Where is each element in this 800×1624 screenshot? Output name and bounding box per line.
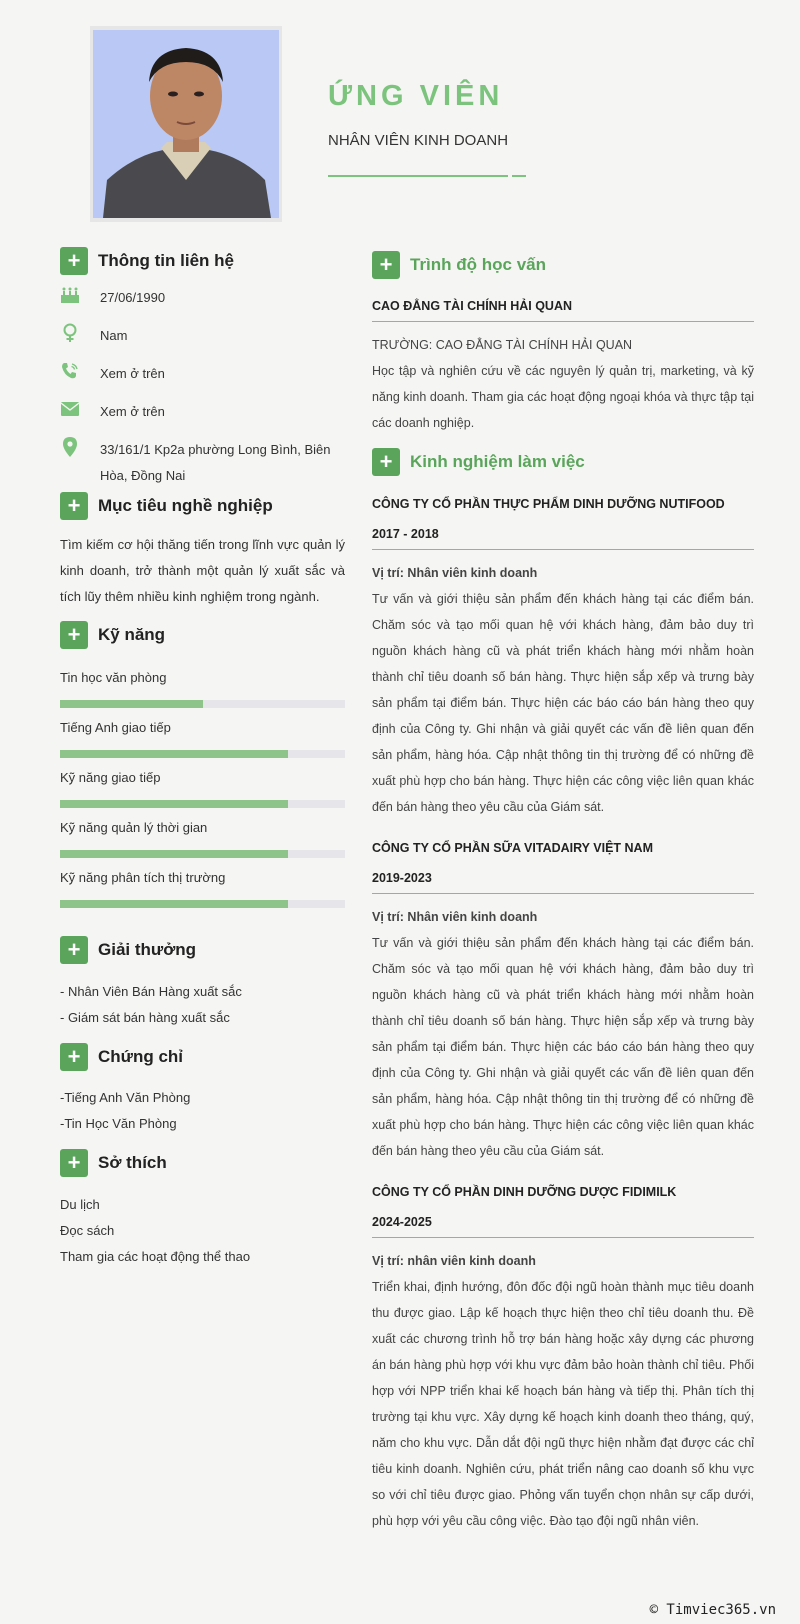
skill-label: Kỹ năng phân tích thị trường: [60, 870, 226, 885]
plus-icon: +: [60, 936, 88, 964]
job-company: CÔNG TY CỔ PHẦN DINH DƯỠNG DƯỢC FIDIMILK: [372, 1185, 677, 1199]
skill-bar-fill: [60, 750, 288, 758]
contact-phone: [60, 361, 165, 387]
candidate-name: ỨNG VIÊN: [328, 80, 504, 112]
education-section-header: [372, 251, 546, 279]
candidate-job-title: NHÂN VIÊN KINH DOANH: [328, 132, 509, 149]
birthday-cake-icon: [60, 285, 80, 305]
section-title: Sở thích: [98, 1153, 167, 1172]
skill-label: Kỹ năng quản lý thời gian: [60, 820, 208, 835]
hobby-item: Đọc sách: [60, 1223, 115, 1238]
skill-bar: [60, 800, 345, 808]
gender-value: Nam: [100, 328, 128, 343]
skill-label: Tin học văn phòng: [60, 670, 167, 685]
plus-icon: +: [60, 1149, 88, 1177]
avatar: [93, 30, 279, 218]
skill-label: Kỹ năng giao tiếp: [60, 770, 161, 785]
email-value: Xem ở trên: [100, 404, 165, 419]
education-text: Học tập và nghiên cứu về các nguyên lý quản trị, marketing, và kỹ năng kinh doanh. Tham gia các hoạt động ngoại khóa và thực tập tại các doanh nghiệp.: [372, 364, 754, 430]
skill-bar-fill: [60, 800, 288, 808]
contact-address: [60, 437, 340, 489]
job-divider: [372, 893, 754, 894]
contact-email: [60, 399, 165, 425]
plus-icon: +: [372, 251, 400, 279]
contact-section-header: [60, 247, 234, 275]
location-pin-icon: [60, 437, 80, 457]
job-description: Tư vấn và giới thiệu sản phẩm đến khách hàng tại các điểm bán. Chăm sóc và tạo mối quan hệ với khách hàng, đảm bảo duy trì nguồn khách hàng cũ và phát triển khách hàng mới nhằm hoàn thành chỉ tiêu doanh số bán hàng. Thực hiện sắp xếp và trưng bày sản phẩm tại điểm bán. Thực hiện các báo cáo bán hàng theo quy định của Công ty. Ghi nhận và giải quyết các vấn đề liên quan đến sản phẩm, hàng hóa. Cập nhật thông tin thị trường để có những đề xuất phù hợp cho bán hàng. Thực hiện các công việc liên quan khác đến bán hàng theo yêu cầu của Giám sát.: [372, 936, 754, 1158]
section-title: Mục tiêu nghề nghiệp: [98, 496, 273, 515]
skill-bar: [60, 750, 345, 758]
education-divider: [372, 321, 754, 322]
job-position: Vị trí: nhân viên kinh doanh: [372, 1254, 536, 1268]
footer-watermark: © Timviec365.vn: [649, 1602, 776, 1618]
job-divider: [372, 549, 754, 550]
plus-icon: +: [372, 448, 400, 476]
job-period: 2019-2023: [372, 871, 432, 885]
hobby-item: Tham gia các hoạt động thể thao: [60, 1249, 251, 1264]
avatar-illustration: [93, 30, 279, 218]
skill-bar-fill: [60, 700, 203, 708]
skill-bar: [60, 700, 345, 708]
certificate-item: -Tiếng Anh Văn Phòng: [60, 1090, 191, 1105]
phone-value: Xem ở trên: [100, 366, 165, 381]
skill-bar-fill: [60, 850, 288, 858]
plus-icon: +: [60, 621, 88, 649]
header-divider-accent: [512, 175, 526, 177]
address-value: 33/161/1 Kp2a phường Long Bình, Biên Hòa, Đồng Nai: [100, 442, 331, 483]
hobbies-section-header: [60, 1149, 167, 1177]
certificates-section-header: [60, 1043, 183, 1071]
section-title: Trình độ học vấn: [410, 255, 547, 274]
plus-icon: +: [60, 492, 88, 520]
birthday-value: 27/06/1990: [100, 290, 166, 305]
job-position: Vị trí: Nhân viên kinh doanh: [372, 566, 538, 580]
section-title: Kinh nghiệm làm việc: [410, 452, 585, 471]
education-school-heading: CAO ĐẲNG TÀI CHÍNH HẢI QUAN: [372, 299, 572, 313]
female-symbol-icon: [60, 323, 80, 343]
plus-icon: +: [60, 247, 88, 275]
envelope-icon: [60, 399, 80, 419]
awards-section-header: [60, 936, 196, 964]
skills-section-header: [60, 621, 165, 649]
job-company: CÔNG TY CỔ PHẦN THỰC PHẨM DINH DƯỠNG NUTIFOOD: [372, 497, 725, 511]
contact-gender: [60, 323, 127, 349]
job-position: Vị trí: Nhân viên kinh doanh: [372, 910, 538, 924]
job-company: CÔNG TY CỔ PHẦN SỮA VITADAIRY VIỆT NAM: [372, 841, 653, 855]
experience-section-header: [372, 448, 585, 476]
job-description: Tư vấn và giới thiệu sản phẩm đến khách hàng tại các điểm bán. Chăm sóc và tạo mối quan hệ với khách hàng, đảm bảo duy trì nguồn khách hàng cũ và phát triển khách hàng mới nhằm hoàn thành chỉ tiêu doanh số bán hàng. Thực hiện sắp xếp và trưng bày sản phẩm tại điểm bán. Thực hiện các báo cáo bán hàng theo quy định của Công ty. Ghi nhận và giải quyết các vấn đề liên quan đến sản phẩm, hàng hóa. Cập nhật thông tin thị trường để có những đề xuất phù hợp cho bán hàng. Thực hiện các công việc liên quan khác đến bán hàng theo yêu cầu của Giám sát.: [372, 592, 754, 814]
skill-label: Tiếng Anh giao tiếp: [60, 720, 171, 735]
skill-bar: [60, 850, 345, 858]
section-title: Chứng chỉ: [98, 1047, 184, 1066]
skill-bar: [60, 900, 345, 908]
job-period: 2017 - 2018: [372, 527, 439, 541]
objective-text: Tìm kiếm cơ hội thăng tiến trong lĩnh vực quản lý kinh doanh, trở thành một quản lý xuất sắc và tích lũy thêm nhiều kinh nghiệm trong ngành.: [60, 537, 345, 604]
header-divider: [328, 175, 508, 177]
plus-icon: +: [60, 1043, 88, 1071]
section-title: Thông tin liên hệ: [98, 251, 234, 270]
job-divider: [372, 1237, 754, 1238]
hobby-item: Du lịch: [60, 1197, 100, 1212]
section-title: Giải thưởng: [98, 940, 197, 959]
section-title: Kỹ năng: [98, 625, 166, 644]
phone-icon: [60, 361, 80, 381]
objective-section-header: [60, 492, 273, 520]
award-item: - Giám sát bán hàng xuất sắc: [60, 1010, 230, 1025]
award-item: - Nhân Viên Bán Hàng xuất sắc: [60, 984, 242, 999]
job-period: 2024-2025: [372, 1215, 432, 1229]
certificate-item: -Tin Học Văn Phòng: [60, 1116, 177, 1131]
photo-frame: [90, 26, 282, 222]
contact-birthday: [60, 285, 165, 311]
job-description: Triển khai, định hướng, đôn đốc đội ngũ hoàn thành mục tiêu doanh thu được giao. Lập kế hoạch thực hiện theo chỉ tiêu doanh thu. Đề xuất các chương trình hỗ trợ bán hàng hoặc xây dựng các phương án bán hàng phù hợp với khu vực đảm bảo hoàn thành chỉ tiêu. Phối hợp với NPP triển khai kế hoạch bán hàng và tiếp thị. Phân tích thị trường tại khu vực. Xây dựng kế hoạch kinh doanh theo tháng, quý, năm cho khu vực. Dẫn dắt đội ngũ thực hiện nhằm đạt được các chỉ tiêu kinh doanh. Nghiên cứu, phát triển nâng cao doanh số khu vực so với chỉ tiêu được giao. Phỏng vấn tuyển chọn nhân sự cấp dưới, phù hợp với yêu cầu công việc. Đào tạo đội ngũ nhân viên.: [372, 1280, 754, 1528]
skill-bar-fill: [60, 900, 288, 908]
education-school-line: TRƯỜNG: CAO ĐẲNG TÀI CHÍNH HẢI QUAN: [372, 338, 633, 352]
